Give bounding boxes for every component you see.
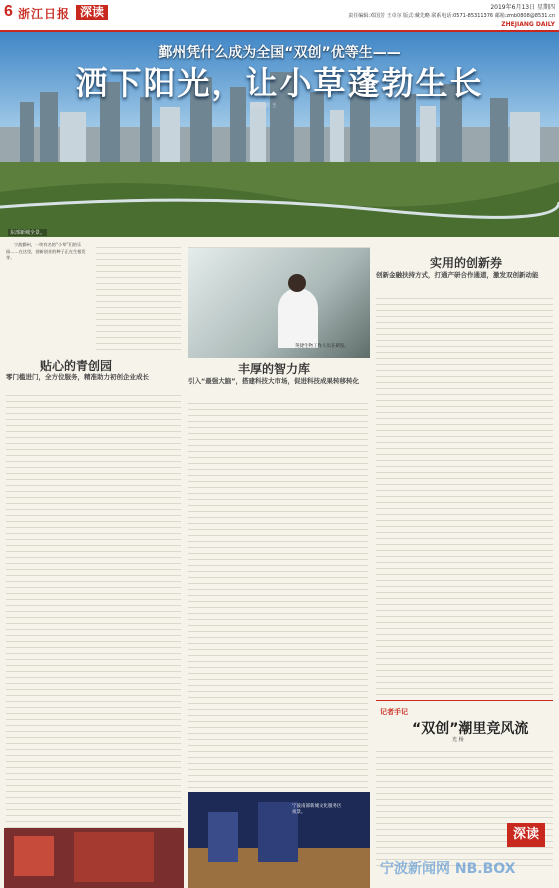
lab-caption: 英捷生物工作人员在研发。	[295, 344, 349, 349]
editor-line: 责任编辑:邓国芳 王卓尔 版式:戴先略 联系电话:0571-85311376 邮箱:zmb0808@8531.cn	[348, 13, 555, 19]
issue-date: 2019年6月13日 星期四	[490, 4, 555, 11]
section2-title: 丰厚的智力库	[238, 362, 311, 376]
section2-body	[188, 398, 368, 790]
section3-subtitle: 创新金融扶持方式，打通产研合作通道，激发双创新动能	[376, 271, 539, 279]
divider	[376, 700, 553, 701]
intro-text-col2	[96, 242, 181, 352]
section3-title: 实用的创新券	[430, 256, 503, 270]
hero-headline: 洒下阳光，让小草蓬勃生长	[75, 64, 484, 102]
notes-body	[376, 746, 553, 866]
deep-read-logo: 深读	[507, 823, 545, 847]
intro-text: 宁波鄞州，一块有名的“小草”们的乐园……在这里，创新创业的种子正在生根发芽。	[6, 242, 86, 261]
page-number: 6	[4, 3, 13, 20]
city-caption: 宁波南部新城文化服务区夜景。	[292, 804, 342, 815]
section2-subtitle: 引入“最强大脑”，搭建科技大市场，促进科技成果转移转化	[188, 377, 360, 385]
city-photo	[188, 792, 370, 888]
notes-headline: “双创”潮里竞风流	[412, 721, 529, 737]
notes-label: 记者手记	[380, 708, 408, 716]
section1-body	[6, 390, 181, 828]
daily-label: ZHEJIANG DAILY	[501, 21, 555, 28]
section1-title: 贴心的青创园	[40, 359, 113, 373]
hero-caption: 东部新城全景。	[10, 230, 46, 236]
hero-kicker: 鄞州凭什么成为全国“双创”优等生——	[158, 45, 401, 61]
hero-byline: 本报记者 王	[250, 103, 277, 109]
paper-name: 浙江日报	[18, 7, 71, 21]
watermark: 宁波新闻网 NB.BOX	[380, 861, 516, 877]
notes-author: 光 杨	[452, 737, 464, 743]
section-badge: 深读	[76, 5, 108, 20]
section3-body	[376, 293, 553, 698]
lab-photo	[188, 248, 370, 358]
bottom-photo	[4, 828, 184, 888]
section1-subtitle: 零门槛进门，全方位服务，精准助力初创企业成长	[6, 373, 149, 381]
